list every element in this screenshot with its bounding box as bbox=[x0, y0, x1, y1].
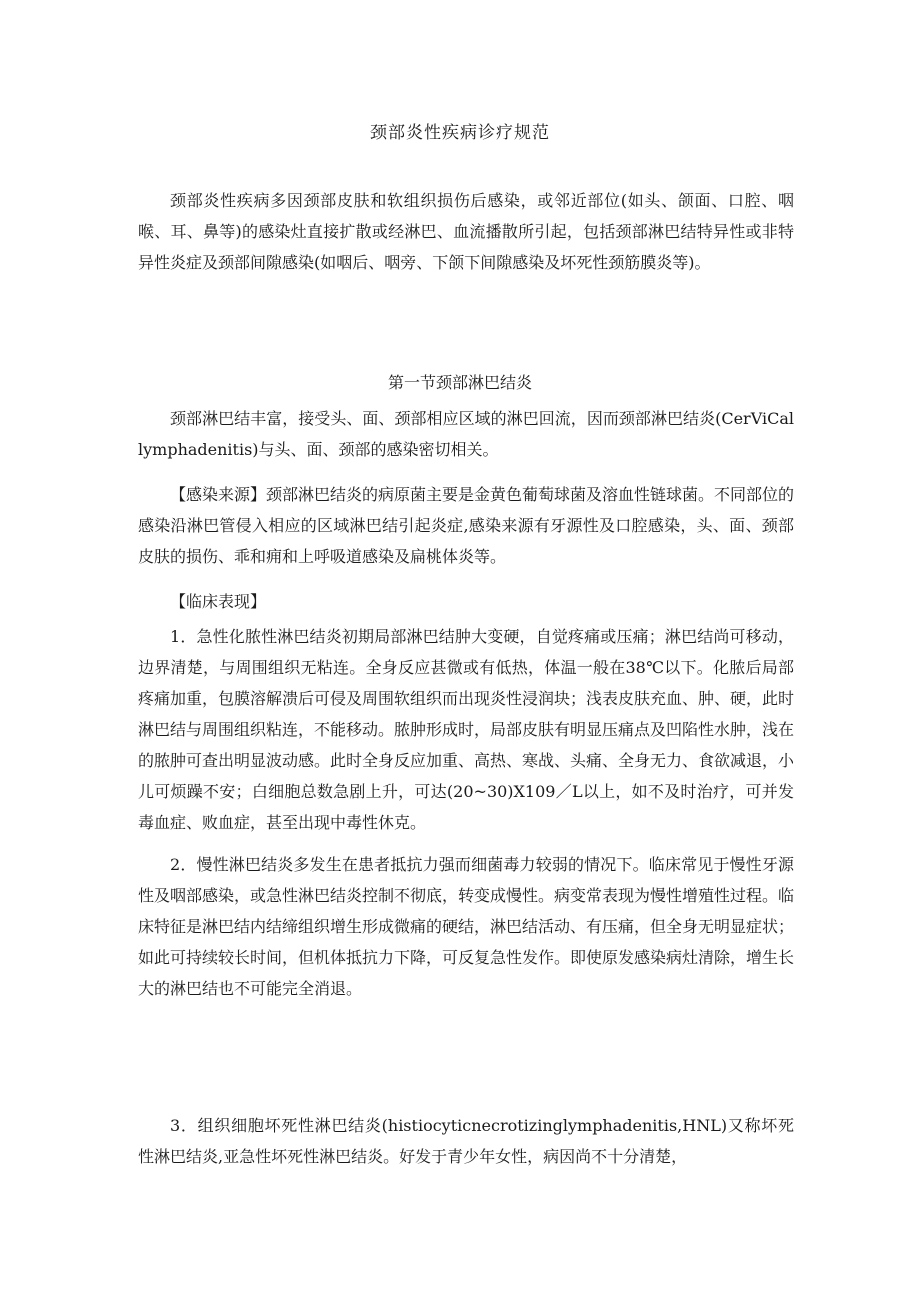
clinical-item-3 bbox=[138, 1110, 794, 1172]
overview-text: 颈部淋巴结丰富，接受头、面、颈部相应区域的淋巴回流，因而颈部淋巴结炎(CerViCallymphadenitis)与头、面、颈部的感染密切相关。 bbox=[138, 409, 794, 459]
clinical-item-3-text: 3．组织细胞坏死性淋巴结炎(histiocyticnecrotizinglymphadenitis,HNL)又称坏死性淋巴结炎,亚急性坏死性淋巴结炎。好发于青少年女性，病因尚不十分清楚， bbox=[138, 1116, 794, 1166]
document-title: 颈部炎性疾病诊疗规范 bbox=[370, 123, 550, 143]
clinical-heading bbox=[138, 586, 794, 617]
clinical-heading-text: 【临床表现】 bbox=[170, 592, 267, 611]
intro-text: 颈部炎性疾病多因颈部皮肤和软组织损伤后感染，或邻近部位(如头、颌面、口腔、咽喉、耳、鼻等)的感染灶直接扩散或经淋巴、血流播散所引起，包括颈部淋巴结特异性或非特异性炎症及颈部间隙感染(如咽后、咽旁、下颌下间隙感染及坏死性颈筋膜炎等)。 bbox=[138, 191, 794, 272]
clinical-item-1-text: 1．急性化脓性淋巴结炎初期局部淋巴结肿大变硬，自觉疼痛或压痛；淋巴结尚可移动，边界清楚，与周围组织无粘连。全身反应甚微或有低热，体温一般在38℃以下。化脓后局部疼痛加重，包膜溶解溃后可侵及周围软组织而出现炎性浸润块；浅表皮肤充血、肿、硬，此时淋巴结与周围组织粘连，不能移动。脓肿形成时，局部皮肤有明显压痛点及凹陷性水肿，浅在的脓肿可查出明显波动感。此时全身反应加重、高热、寒战、头痛、全身无力、食欲减退，小儿可烦躁不安；白细胞总数急剧上升，可达(20~30)X109／L以上，如不及时治疗，可并发毒血症、败血症，甚至出现中毒性休克。 bbox=[138, 627, 795, 832]
clinical-item-1 bbox=[138, 621, 794, 838]
infection-source-paragraph bbox=[138, 479, 794, 572]
infection-source-text: 【感染来源】颈部淋巴结炎的病原菌主要是金黄色葡萄球菌及溶血性链球菌。不同部位的感染沿淋巴管侵入相应的区域淋巴结引起炎症,感染来源有牙源性及口腔感染，头、面、颈部皮肤的损伤、乖和痈和上呼吸道感染及扁桃体炎等。 bbox=[138, 485, 795, 566]
overview-paragraph bbox=[138, 403, 794, 465]
section-heading: 第一节颈部淋巴结炎 bbox=[387, 373, 532, 392]
intro-paragraph bbox=[138, 185, 794, 278]
clinical-item-2 bbox=[138, 849, 794, 1004]
clinical-item-2-text: 2．慢性淋巴结炎多发生在患者抵抗力强而细菌毒力较弱的情况下。临床常见于慢性牙源性及咽部感染，或急性淋巴结炎控制不彻底，转变成慢性。病变常表现为慢性增殖性过程。临床特征是淋巴结内结缔组织增生形成微痛的硬结，淋巴结活动、有压痛，但全身无明显症状；如此可持续较长时间，但机体抵抗力下降，可反复急性发作。即使原发感染病灶清除，增生长大的淋巴结也不可能完全消退。 bbox=[138, 855, 795, 998]
